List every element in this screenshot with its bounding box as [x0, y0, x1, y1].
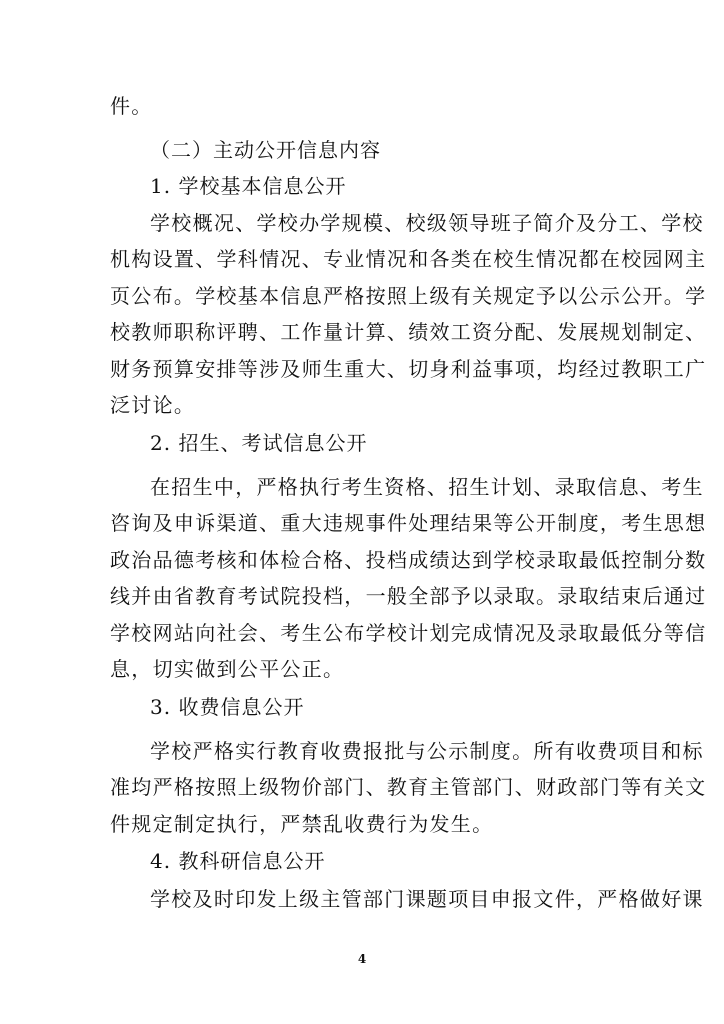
text-line: 政治品德考核和体检合格、投档成绩达到学校录取最低控制分数 — [110, 548, 707, 572]
subsection-heading: 1. 学校基本信息公开 — [150, 174, 347, 198]
text-line: 泛讨论。 — [110, 393, 196, 417]
text-line: 在招生中，严格执行考生资格、招生计划、录取信息、考生 — [150, 475, 704, 499]
subsection-heading: 2. 招生、考试信息公开 — [150, 431, 368, 455]
subsection-heading: 4. 教科研信息公开 — [150, 849, 326, 873]
text-line: 学校网站向社会、考生公布学校计划完成情况及录取最低分等信 — [110, 621, 707, 645]
text-line: 学校及时印发上级主管部门课题项目申报文件，严格做好课 — [150, 887, 704, 911]
text-line: 息，切实做到公平公正。 — [110, 657, 345, 681]
text-line: 学校严格实行教育收费报批与公示制度。所有收费项目和标 — [150, 739, 704, 763]
text-line: 学校概况、学校办学规模、校级领导班子简介及分工、学校 — [150, 211, 704, 235]
text-line: 机构设置、学科情况、专业情况和各类在校生情况都在校园网主 — [110, 247, 707, 271]
text-line: 页公布。学校基本信息严格按照上级有关规定予以公示公开。学 — [110, 284, 707, 308]
text-line: 咨询及申诉渠道、重大违规事件处理结果等公开制度，考生思想 — [110, 511, 707, 535]
text-line: 线并由省教育考试院投档，一般全部予以录取。录取结束后通过 — [110, 584, 707, 608]
text-line: 财务预算安排等涉及师生重大、切身利益事项，均经过教职工广 — [110, 357, 707, 381]
section-heading: （二）主动公开信息内容 — [150, 138, 381, 162]
paragraph-continuation: 件。 — [110, 94, 153, 118]
subsection-heading: 3. 收费信息公开 — [150, 695, 305, 719]
text-line: 准均严格按照上级物价部门、教育主管部门、财政部门等有关文 — [110, 775, 707, 799]
page-number: 4 — [357, 952, 367, 966]
text-line: 件规定制定执行，严禁乱收费行为发生。 — [110, 812, 494, 836]
text-line: 校教师职称评聘、工作量计算、绩效工资分配、发展规划制定、 — [110, 320, 707, 344]
